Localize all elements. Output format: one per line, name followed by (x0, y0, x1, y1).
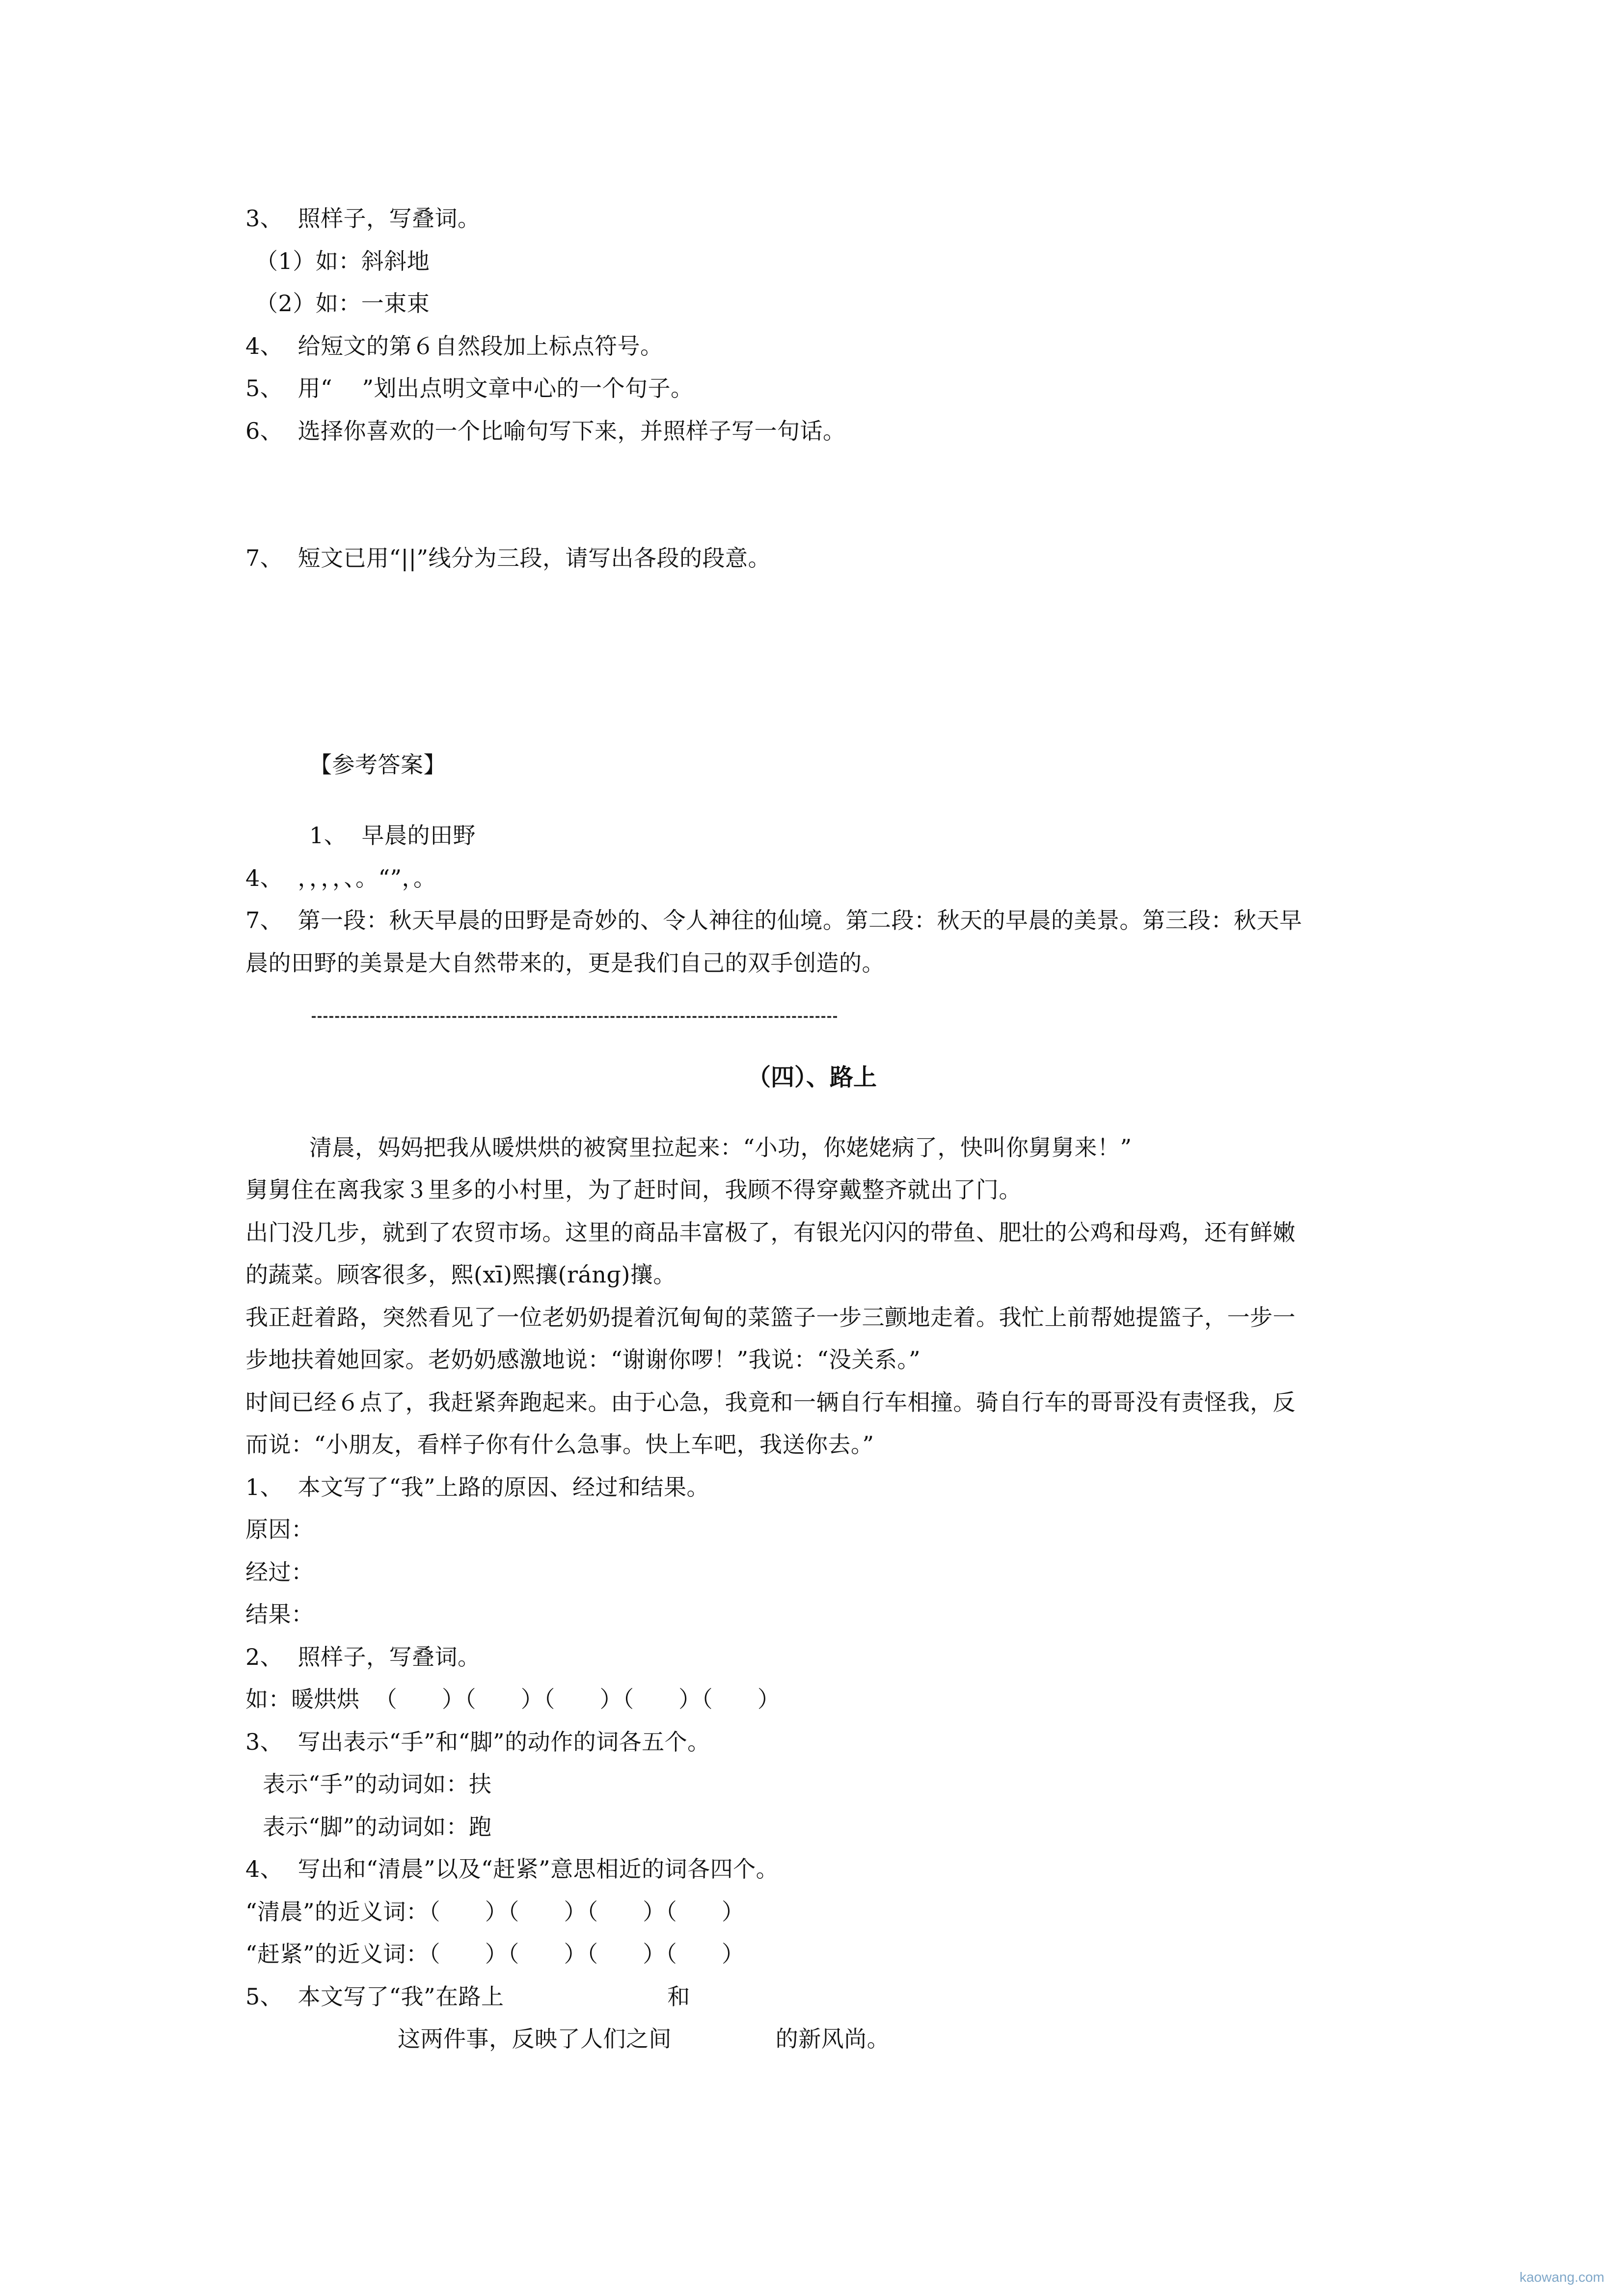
exercise-4: 4、 写出和“清晨”以及“赶紧”意思相近的词各四个。 (245, 1856, 779, 1882)
question-3-part-1: （1）如：斜斜地 (255, 248, 430, 274)
exercise-5-line-1: 5、 本文写了“我”在路上 和 (245, 1983, 690, 2010)
question-4: 4、 给短文的第６自然段加上标点符号。 (245, 333, 663, 359)
passage-paragraph-4-line-2: 步地扶着她回家。老奶奶感激地说：“谢谢你啰！”我说：“没关系。” (245, 1346, 921, 1373)
answer-4: 4、 ，，，，、。“”，。 (245, 865, 436, 891)
section-divider (312, 1016, 837, 1018)
exercise-4-morning: “清晨”的近义词：（ ）（ ）（ ）（ ） (245, 1898, 745, 1925)
answer-7-line-1: 7、 第一段：秋天早晨的田野是奇妙的、令人神往的仙境。第二段：秋天的早晨的美景。第三段：秋天早 (245, 907, 1302, 934)
exercise-3-hand: 表示“手”的动词如：扶 (263, 1771, 492, 1797)
exercise-4-hurry: “赶紧”的近义词：（ ）（ ）（ ）（ ） (245, 1941, 745, 1967)
exercise-1: 1、 本文写了“我”上路的原因、经过和结果。 (245, 1474, 710, 1500)
passage-paragraph-1: 清晨，妈妈把我从暖烘烘的被窝里拉起来：“小功，你姥姥病了，快叫你舅舅来！” (309, 1134, 1132, 1161)
exercise-3: 3、 写出表示“手”和“脚”的动作的词各五个。 (245, 1729, 710, 1755)
passage-paragraph-2: 舅舅住在离我家３里多的小村里，为了赶时间，我顾不得穿戴整齐就出了门。 (245, 1176, 1022, 1203)
question-5: 5、 用“ ”划出点明文章中心的一个句子。 (245, 375, 694, 401)
question-3: 3、 照样子，写叠词。 (245, 205, 481, 232)
exercise-1-result: 结果： (245, 1601, 314, 1628)
exercise-3-foot: 表示“脚”的动词如：跑 (263, 1814, 492, 1840)
site-watermark: kaowang.com (1519, 2269, 1604, 2285)
exercise-2-example: 如：暖烘烘 （ ）（ ）（ ）（ ）（ ） (245, 1686, 781, 1712)
exercise-1-process: 经过： (245, 1559, 314, 1585)
answer-1: 1、 早晨的田野 (309, 822, 476, 849)
passage-paragraph-5-line-1: 时间已经６点了，我赶紧奔跑起来。由于心急，我竟和一辆自行车相撞。骑自行车的哥哥没有责怪我，反 (245, 1389, 1296, 1415)
question-3-part-2: （2）如：一束束 (255, 290, 430, 317)
passage-paragraph-5-line-2: 而说：“小朋友，看样子你有什么急事。快上车吧，我送你去。” (245, 1431, 874, 1458)
answer-7-line-2: 晨的田野的美景是大自然带来的，更是我们自己的双手创造的。 (245, 950, 885, 976)
section-title: （四）、路上 (747, 1064, 877, 1091)
answer-key-heading: 【参考答案】 (309, 751, 446, 778)
exercise-2: 2、 照样子，写叠词。 (245, 1644, 481, 1670)
question-7: 7、 短文已用“||”线分为三段，请写出各段的段意。 (245, 545, 771, 571)
passage-paragraph-3-line-1: 出门没几步，就到了农贸市场。这里的商品丰富极了，有银光闪闪的带鱼、肥壮的公鸡和母鸡，还有鲜嫩 (245, 1219, 1296, 1246)
passage-paragraph-3-line-2: 的蔬菜。顾客很多，熙(xī)熙攘(ránɡ)攘。 (245, 1261, 676, 1288)
passage-paragraph-4-line-1: 我正赶着路，突然看见了一位老奶奶提着沉甸甸的菜篮子一步三颤地走着。我忙上前帮她提篮子，一步一 (245, 1304, 1296, 1331)
exercise-5-line-2: 这两件事，反映了人们之间 的新风尚。 (398, 2026, 890, 2052)
exercise-1-cause: 原因： (245, 1516, 314, 1543)
question-6: 6、 选择你喜欢的一个比喻句写下来，并照样子写一句话。 (245, 418, 846, 444)
